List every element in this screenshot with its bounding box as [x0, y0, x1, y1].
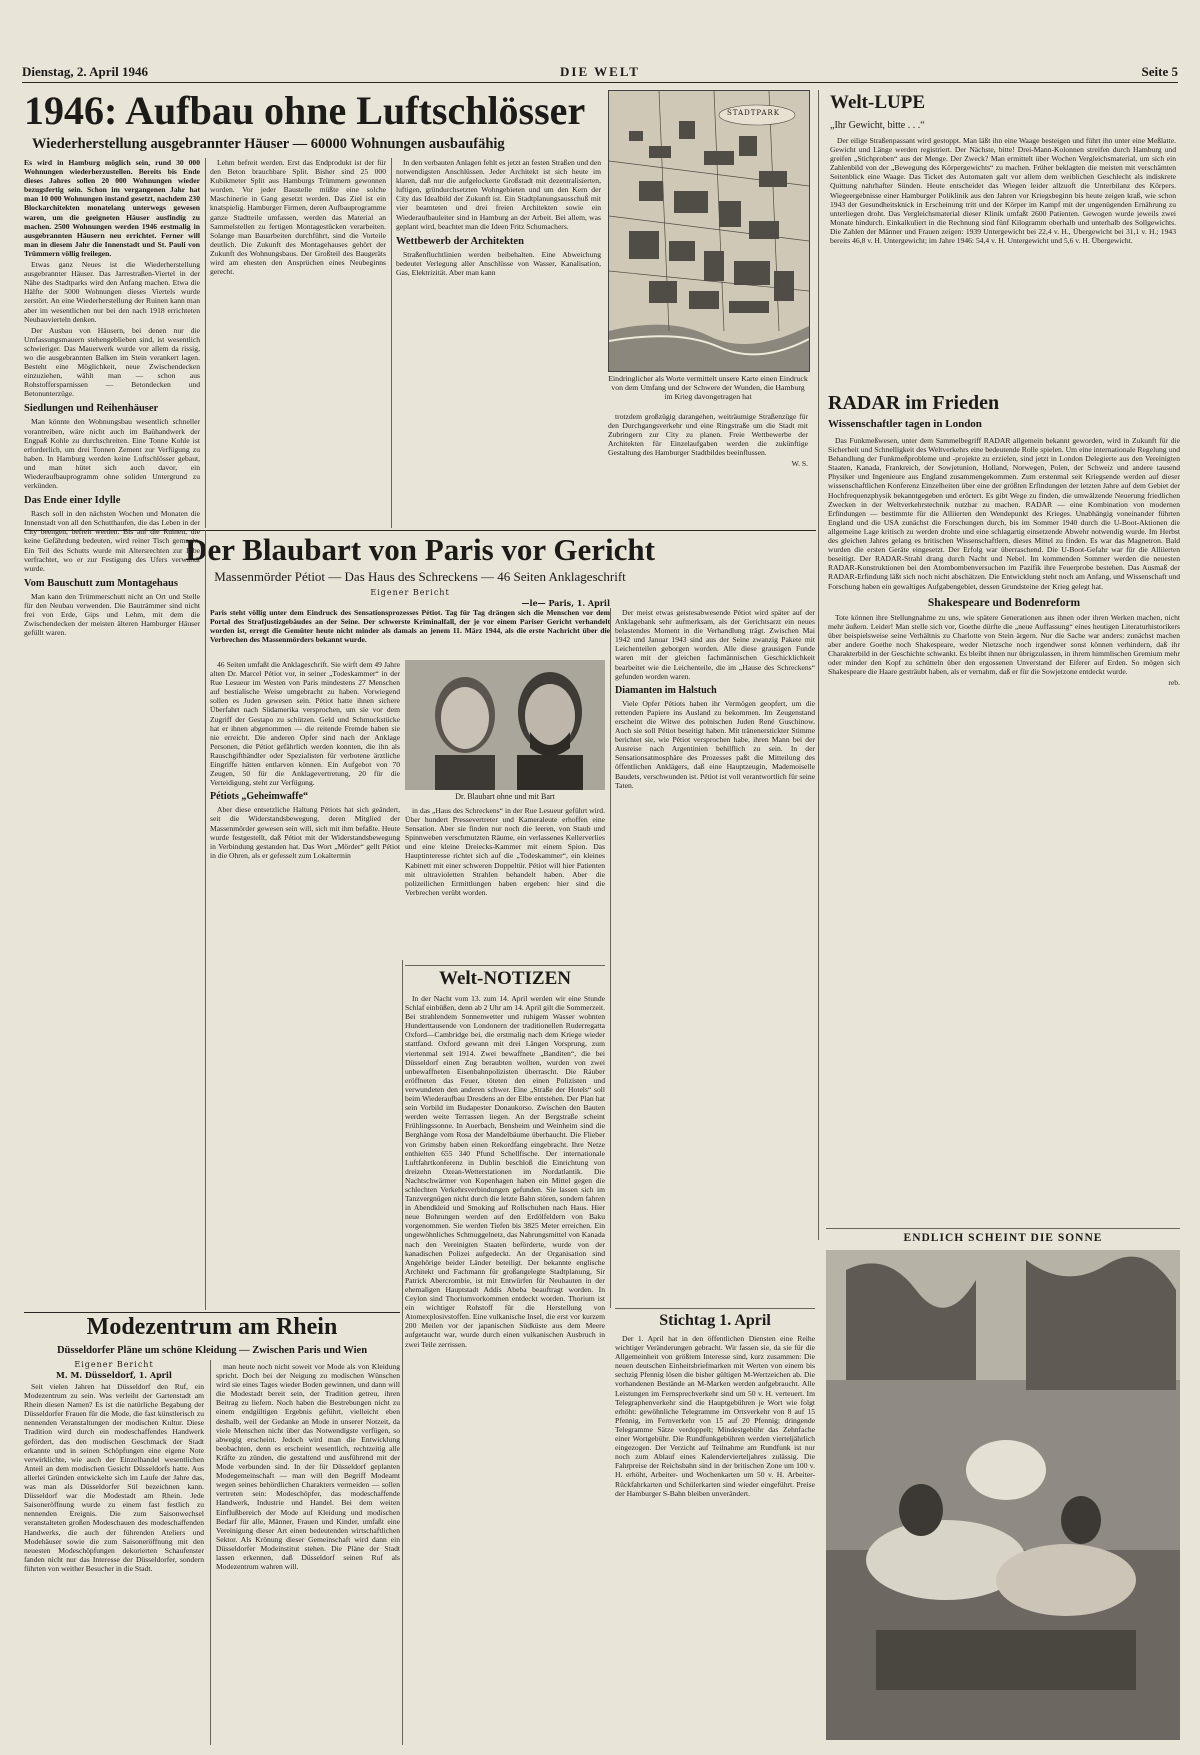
lupe-subtitle: „Ihr Gewicht, bitte . . .“: [830, 120, 925, 131]
radar-body: [828, 436, 1180, 1176]
hamburg-damage-map: [608, 90, 810, 372]
aufbau-col-1: [24, 158, 200, 1088]
page-number: Seite 5: [1141, 64, 1178, 79]
mode-byline: Eigener Bericht: [74, 1360, 154, 1369]
mode-c1: Seit vielen Jahren hat Düsseldorf den Ruf, ein Modezentrum zu sein. Was verleiht der Gartenstadt am Rhein diesen Namen? Es ist die natürliche Begabung der Düsseldorfer Frauen für die Mode, die fast künstlerisch zu nennenden Veranstaltungen der modischen Kultur. Diese Tradition wird durch ein modeschaffendes Handwerk gefördert, das den modischen Geschmack der Stadt erkannte und in seinen Schöpfungen eine eigene Note verwirklichte, wie auch der Einzelhandel wesentlichen Anteil an dem modischen Gesicht Düsseldorfs hatte. Aus allerlei Gründen entwickelte sich im Laufe der Jahre das, was man als Düsseldorfer Stil bezeichnen kann. Düsseldorf war die Modestadt am Rhein. Jede Saisoneröffnung wurde zu einem fast festlich zu nennenden Ereignis. Die zum Saisonwechsel veranstalteten großen Modeschauen des modeschaffenden Handwerks, die auch der führenden Ateliers und Modehäuser sowie die zum Saisoneröffnung mit den neuesten Modeschöpfungen dekorierten Schaufenster fanden nicht nur das Interesse der Düsseldorfer, sondern führten von weither Besucher in die Stadt.: [24, 1382, 204, 1573]
radar-headline: RADAR im Frieden: [828, 392, 1000, 414]
blaubart-headline: Der Blaubart von Paris vor Gericht: [185, 532, 655, 567]
map-caption: Eindringlicher als Worte vermittelt unsere Karte einen Eindruck von dem Umfang und der Schwere der Wunden, die Hamburg im Krieg davongetragen hat: [608, 374, 808, 401]
aufbau-p5: Man kann den Trümmerschutt nicht an Ort und Stelle für den Neubau verwenden. Die Bauträmmer sind nicht frei von Erde, Gips und Lehm, mit dem die Zwischendecken der meisten älteren Hamburger Häuser gefüllt waren.: [24, 591, 200, 638]
mode-subhead: Düsseldorfer Pläne um schöne Kleidung — Zwischen Paris und Wien: [56, 1345, 368, 1356]
blaubart-col-3: [615, 608, 815, 1303]
blaubart-col-2: [405, 806, 605, 960]
aufbau-sub-wettbewerb: Wettbewerb der Architekten: [396, 235, 524, 247]
stichtag-body: [615, 1334, 815, 1744]
mode-col-1: [24, 1382, 204, 1744]
aufbau-col-2: [210, 158, 386, 528]
petiot-photo-drawing: [405, 660, 605, 790]
aufbau-p2: Der Ausbau von Häusern, bei denen nur die Umfassungsmauern stehengeblieben sind, ist wesentlich schwieriger. Das Mauerwerk wurde vor allem da rissig, wo die ausgebrannten Balken im Stein verankert lagen. Besteht eine Möglichkeit, neue Zwischendecken einzuziehen, wählt man — schon aus Rohstoffersparnissen — Betondecken und Betonunterzüge.: [24, 325, 200, 399]
aufbau-p4: Rasch soll in den nächsten Wochen und Monaten die Innenstadt von all den Schutthaufen, die das Leben in der City beengen, befreit werden. Bis auf die Ruinen, die keine Gefährdung bedeuten, wird reiner Tisch gemacht. Ein Teil des Schutts wurde mit Altersrechten zur Elbe verfrachtet, wo er zur Festigung des Ufers verwandt wurde.: [24, 509, 200, 573]
radar-subhead: Wissenschaftler tagen in London: [828, 418, 982, 430]
sunshine-photo-drawing: [826, 1250, 1180, 1740]
mode-col-2: [216, 1362, 400, 1744]
blaubart-byline: Eigener Bericht: [370, 588, 450, 597]
aufbau-sub-montagehaus: Vom Bauschutt zum Montagehaus: [24, 577, 178, 589]
map-drawing: [609, 91, 809, 371]
page-header: [22, 62, 1178, 83]
aufbau-p1: Etwas ganz Neues ist die Wiederherstellung ausgebrannter Häuser. Das Jarrestraßen-Viertel in der Nähe des Stadtparks wird den Anfang machen. Etwa die Hälfte der 5000 Wohnungen dieses Viertels wurde zerstört. An eine Wiederherstellung der Ruinen kann man aber im wesentlichen nur bei den nach 1918 errichteten Neubauvierteln denken.: [24, 260, 200, 324]
sunshine-photo: [826, 1250, 1180, 1740]
petiot-photo-caption: Dr. Blaubart ohne und mit Bart: [455, 792, 555, 801]
aufbau-sub-idylle: Das Ende einer Idylle: [24, 495, 121, 507]
lupe-title: Welt-LUPE: [830, 92, 925, 113]
aufbau-col-3: [396, 158, 601, 528]
blaubart-lead: Paris steht völlig unter dem Eindruck des Sensationsprozesses Pétiot. Tag für Tag drängen sich die Menschen vor dem Portal des Strafjustizgebäudes an der Seine. Der schwerste Kriminalfall, der je vor einem Pariser Gericht verhandelt worden ist, erregt die Gemüter heute nicht minder als damals an jenem 11. März 1944, als die erste Nachricht über die Verbrechen des Massenmörders bekannt wurde.: [210, 608, 610, 645]
sonne-headline: ENDLICH SCHEINT DIE SONNE: [903, 1232, 1103, 1244]
shakespeare-headline: Shakespeare und Bodenreform: [927, 596, 1081, 609]
notizen-body: [405, 994, 605, 1744]
stichtag-text: Der 1. April hat in den öffentlichen Diensten eine Reihe wichtiger Veränderungen gebracht. Wir fassen sie, da sie für die Allgemeinheit von größtem Interesse sind, kurz zusammen: Die neuen deutschen Einheitsbriefmarken mit Werten von einem bis sechzig Pfennig lösen die bisher gültigen M-Wertzeichen ab. Die vorhandenen Bestände an M-Marken werden aufgebraucht. Alle Leistungen im Fernsprechverkehr sind um 50 v. H. verteuert. Im Telegraphenverkehr sind die Hauptgebühren je Wort wie folgt erhöht: gewöhnliche Telegramme im Ortsverkehr von 8 auf 15 Pfennig, im Fernverkehr von 15 auf 20 Pfennig; dringende Telegramme Sätze verdoppelt; Mindestgebühr das Zehnfache einer Wortgebühr. Die Rundfunkgebühren werden vierteljährlich eingezogen. Der Verzicht auf Teilnahme am Rundfunk ist nur noch zum Ablauf eines Kalendervierteljahres zulässig. Die Fahrpreise der Reichsbahn sind in der britischen Zone um 100 v. H. erhöht, Arbeiter- und Wochenkarten um 50 v. H. Arbeiter-Rückfahrkarten und Schülerkarten sind wieder eingeführt. Preise der Hamburger S-Bahn bleiben unverändert.: [615, 1334, 815, 1498]
stichtag-headline: Stichtag 1. April: [659, 1312, 771, 1329]
mode-headline: Modezentrum am Rhein: [86, 1314, 338, 1340]
map-followup-text: trotzdem großzügig darangehen, weiträumige Straßenzüge für den Durchgangsverkehr und eine Ringstraße um die Stadt mit Zubringern zur City zu planen. Freie Wettbewerbe der Architekten für Einzelaufgaben werden die zukünftige Gestaltung des Hamburger Stadtbildes beeinflussen.: [608, 412, 808, 458]
map-followup: [608, 412, 808, 522]
aufbau-col2-text: Lehm befreit werden. Erst das Endprodukt ist der für den Beton brauchbare Split. Bisher sind 25 000 Kubikmeter Split aus Hamburgs Trümmern gewonnen worden. Vor jeder Baustelle müßte eine solche Maschinerie in Gang gesetzt werden. Das Ziel ist ein knatspielig. Hamburger Firmen, deren Aufbauprogramme ganze Stadtteile umfassen, werden das Material an Sammelstellen zu fertigen Montagestücken verarbeiten. Solange man Bauarbeiten durchführt, sind die Vorteile deutlich. Die Zukunft des Montagehauses gehört der Zukunft des Wohnungsbaus. Der Großteil des Baugeräts wird am ehesten den Ansprüchen eines Neubeginns gerecht.: [210, 158, 386, 277]
map-label: STADTPARK: [727, 109, 781, 117]
blaubart-col-1: [210, 660, 400, 1310]
aufbau-subhead: Wiederherstellung ausgebrannter Häuser — 60000 Wohnungen ausbaufähig: [32, 136, 505, 152]
shakespeare-signature: reb.: [1168, 678, 1180, 688]
blaubart-c2: in das „Haus des Schreckens“ in der Rue Lesueur geführt wird. Über hundert Pressevertreter und Kameraleute erhoffen eine Sensation. Aber sie finden nur noch die leeren, von Staub und Spinnweben verschmutzten Räume, ein verlassenes Kellerverlies und eine kleine Dreiecks-Kammer mit einem Spion. Das Hauptinteresse richtet sich auf die „Todeskammer“, ein kleines Kabinett mit einer schweren Doppeltür. Pétiot will hier Patienten mit ultravioletten Strahlen behandelt haben. Aber die polizeilichen Ermittlungen haben ergeben: hier sind die Verbrechen verübt worden.: [405, 806, 605, 897]
lupe-text: Der eilige Straßenpassant wird gestoppt. Man läßt ihn eine Waage besteigen und führt ihn unter eine Meßlatte. Gewicht und Länge werden registriert. Der Nächste, bitte! Drei-Mann-Kolonnen streifen durch Hamburg und greifen „Stichproben“ aus der Menge. Der Zweck? Man ermittelt über Wochen Vergleichsmaterial, um sich ein Zahlenbild von der „Bewegung des Körpergewichts“ zu machen. Früher beklagten die meisten mit verschämten Seitenblick eine Waage. Das Ticket des Automaten galt vor allem dem weiblichen Geschlecht als indiskrete Quittung nahrhafter Sünden. Heute entscheidet das Wiegen leider allzuoft die Unterbilanz des Körpers. Wiegeergebnisse einer Hamburger Poliklinik aus den Jahren vor Kriegsbeginn bis heute zeigen kraß, wie schon 1943 der Gesundheitsknick in Erscheinung tritt und der Körper im Kampf mit der ungenügenden Ernährung zu unterliegen droht. Das Vergleichsmaterial dieser Klinik umfaßt 2600 Patienten. Gewogen wurde jeweils zwei Monate hindurch. Einkalkuliert in die Rechnung sind fünf Kilogramm oberhalb und unterhalb des Sollgewichts. Die Zahlen der Männer und Frauen zeigen: 1939 Untergewicht bei 22,4 v. H., Übergewicht bei 31,1 v. H.; 1943 bereits 46,8 v. H. Untergewicht; im Jahre 1946: 54,4 v. H. Untergewicht und 5,6 v. H. Übergewicht.: [830, 136, 1176, 246]
blaubart-c3b: Viele Opfer Pétiots haben ihr Vermögen geopfert, um die rettenden Papiere ins Ausland zu bekommen. Im Zeugenstand erscheint die Witwe des polnischen Juden René Guschinow. Auch sie soll Pétiot beseitigt haben. Mit tränenerstickter Stimme berichtet sie, wie Pétiot versprochen habe, ihren Mann bei der Ausreise nach Argentinien behilflich zu sein. In der Sensationsatmosphäre des Prozesses paßt die Mitteilung des öffentlichen Anklägers, daß eine Hauptzeugin, Mademoiselle Baudets, verschwunden ist. Pétiot ist voll verantwortlich für seine Taten.: [615, 698, 815, 790]
petiot-photo: [405, 660, 605, 790]
mode-c2: man heute noch nicht soweit vor Mode als von Kleidung spricht. Doch bei der Neigung zu modischen Wünschen wird sie eines Tages wieder Boden gewinnen, und dann will die Modestadt bereit sein, der Tradition getreu, ihren Beitrag zu liefern. Noch haben die Bestrebungen nicht zu einem endgültigen Ergebnis geführt, vielleicht eben deshalb, weil der Gedanke an Mode in unserer Notzeit, da viele Menschen nicht über das Notwendigste verfügen, so abwegig erscheint. Jedoch wird man die Entwicklung beobachten, denn es erscheint wesentlich, rechtzeitig alle Kräfte zu zünden, die gestaltend und ausführend mit der Mode verbunden sind. In der für Düsseldorf geplanten Modegemeinschaft — man will den Begriff Modeamt wegen seines behördlichen Charakters vermeiden — sollen vertreten sein: Modeschöpfer, das modeschaffende Handwerk, Industrie und Handel. Bei dem weiten Einflußbereich der Mode auf Kleidung und modischen Bedarf für alle, Männer, Frauen und Kinder, umfaßt eine Vereinigung dieser Art einen bedeutenden wirtschaftlichen Sektor. Als Krönung dieser Gemeinschaft wird dann ein Düsseldorfer Modeinstitut stehen. Die Pläne der Stadt lassen erkennen, daß Düsseldorf seinen Ruf als Modezentrum wahren will.: [216, 1362, 400, 1572]
radar-text: Das Funkmeßwesen, unter dem Sammelbegriff RADAR allgemein bekannt geworden, wird in Zukunft für die Sicherheit und Schnelligkeit des Weltverkehrs eine bedeutende Rolle spielen. Um eine internationale Regelung und Behandlung der Funkmeßprobleme und -projekte zu erzielen, sind jetzt in London Delegierte aus den Vereinigten Staaten, Kanada, Frankreich, der Sowjetunion, Holland, Norwegen, Polen, der Schweiz und andere tausend Physiker und Ingenieure aus England zusammengekommen. Zum erstenmal seit Kriegsende werden auf dieser wissenschaftlichen Konferenz Einzelheiten über eine der größten Erfindungen der letzten Jahre auf dem Gebiet der Hochfrequenzphysik bekanntgegeben und erörtert. Es gibt Wege zu finden, die umwälzende Neuerung friedlichen Zwecken in der Weltverkehrstechnik nutzbar zu machen. RADAR — eine Kombination von modernen Erfindungen — bestimmte für die Alliierten den Wendepunkt des Krieges. Unabhängig voneinander führten England und die USA zunächst die Forschungen durch, bis im Sommer 1940 durch die U-Boot-Aktionen die allgemeine Lage kritisch zu werden drohte und eine schlagartig einsetzende Abwehr notwendig wurde. Im Herbst des gleichen Jahres gelang es britischen Wissenschaftlern, dieses Mittel zu finden. Es war das Magnetron. Bald wurden die ersten Geräte eingesetzt. Der Erfolg war überraschend. Die U-Boot-Gefahr war für die Alliierten beseitigt. Der RADAR-Strahl drang durch Nacht und Nebel. Im kommenden Sommer werden die neuesten RADAR-Konstruktionen bei den Atombombenversuchen im Pazifik ihre Feuerprobe bestehen. Das Ausmaß der RADAR-Erfindung läßt sich noch nicht abschätzen. Die Entwicklung steht noch am Anfang, und Wissenschaft und Forschung haben ein gewaltiges Aufgabengebiet, dessen Grundsteine der Krieg gelegt hat.: [828, 436, 1180, 591]
blaubart-c1b: Aber diese entsetzliche Haltung Pétiots hat sich geändert, seit die Widerstandsbewegung, deren Mitglied der Massenmörder gewesen sein will, sich mit ihm befaßte. Heute wurde festgestellt, daß Pétiot mit der Widerstandsbewegung in Verbindung gestanden hat. Das Wort „Mörder“ gellt Pétiot in die Ohren, als er gefesselt zum Lokaltermin: [210, 805, 400, 860]
aufbau-sub-siedlungen: Siedlungen und Reihenhäuser: [24, 403, 159, 415]
notizen-text: In der Nacht vom 13. zum 14. April werden wir eine Stunde Schlaf einbüßen, denn ab 2 Uhr am 14. April gilt die Sommerzeit. Bei strahlendem Sonnenwetter und ruhigem Wasser wohnten Hunderttausende von Londonern der traditionellen Ruderregatta Oxford—Cambridge bei, die erstmalig nach dem Kriege wieder stattfand. Oxford gewann mit drei Längen Vorsprung, zum viertenmal seit 1914. Zwei bewaffnete „Banditen“, die bei Düsseldorf einen Zug beraubten wollten, wurden von zwei unbewaffneten Eisenbahnpolizisten überrascht. Die Räuber eröffneten das Feuer, töteten den einen Polizisten und verwundeten den anderen schwer. Eine „Straße der Hotels“ soll beim Wiederaufbau Dresdens an der Elbe entstehen. Der Plan hat sein Vorbild im Budapester Donaukorso. Zwischen den Bauten werden weite Terrassen liegen. An der Bergstraße scheint Frühlingssonne. In Auerbach, Bensheim und Weinheim sind die Berghänge vom Rosa der Mandelbäume überhaucht. Die Flieber von Grimsby haben einen Rekordfang eingebracht. Ihre Netze enthielten 655 340 Pfund Schellfische. Der internationale Luftfahrtkonferenz in Dublin beschloß die Einrichtung von dreizehn Ozean-Wetterstationen im Nordatlantik. Die Nachtschwärmer von Kopenhagen haben ein Mittel gegen die schlechten Verkehrsverbindungen gefunden. Sie lassen sich im Tanzvergnügen nicht durch die letzte Bahn stören, sondern fahren in Abendkleid und Smoking auf Rollschuhen nach Haus. Hier neue Bohrungen werden auf den Erdölfeldern von Baku vorgenommen. Sie werden Tiefen bis 3825 Meter erreichen. Ein ungewöhnliches Schmuggelnetz, das Nahrungsmittel von Kanada nach den Vereinigten Staaten beförderte, wurde von der kanadischen Polizei aufgedeckt. An der Organisation sind Angehörige beider Länder beteiligt. Der bekannte englische Architekt und Fachmann für großangelegte Stadtplanung, Sir Patrick Abercrombie, ist mit Entwürfen für Neubauten in der ehemaligen Hauptstadt Addis Abeba beauftragt worden. In Ceylon sind Thoriumvorkommen entdeckt worden. Thorium ist ein wichtiger Rohstoff für die Herstellung von Atomexplosivstoffen. Eine vulkanische Insel, die erst vor kurzem 200 Meilen vor der japanischen Südküste aus dem Meere aufgetaucht war, wurde durch einen vulkanischen Ausbruch in zwei Teile zerrissen.: [405, 994, 605, 1349]
masthead: DIE WELT: [560, 64, 640, 79]
blaubart-dateline: —le— Paris, 1. April: [521, 598, 610, 608]
blaubart-c1: 46 Seiten umfaßt die Anklageschrift. Sie wirft dem 49 Jahre alten Dr. Marcel Pétiot vor, in seiner „Todeskammer“ in der Rue Lesueur im Westen von Paris mindestens 27 Menschen auf bestialische Weise umgebracht zu haben. Vorwiegend sollen es Juden gewesen sein. Pétiot hatte ihnen sichere Überfahrt nach Südamerika versprochen, um sie vor dem Zugriff der Gestapo zu schützen. Geld und Schmuckstücke hat er ihnen abgenommen — die reitende Fremde haben sie nie erreicht. Die anderen Opfer sind nach der Anklage Personen, die Pétiot gefährlich werden konnten, die ihn als Rauschgifthändler oder Spezialisten für verbotene ärztliche Eingriffe hätten entlarven können. Ein Aufgebot von 70 Zeugen, 50 für die Anklagevertretung, 20 für die Verteidigung, steht zur Verfügung.: [210, 660, 400, 788]
blaubart-c3: Der meist etwas geistesabwesende Pétiot wird später auf der Anklagebank sehr aufmerksam, als der Gerichtsarzt ein neues belastendes Moment in die Verhandlung trägt. Zwischen Mai 1942 und Januar 1943 sind aus der Seine zwanzig Pakete mit Leichenteilen geborgen worden. Alle diese grausigen Funde waren mit der gleichen fachmännischen Geschicklichkeit bearbeitet wie die Leichenteile, die im „Hause des Schreckens“ gefunden worden waren.: [615, 608, 815, 681]
aufbau-p3: Man könnte den Wohnungsbau wesentlich schneller vorantreiben, wäre nicht auch im Baühandwerk der Engpaß Kohle zu durchschreiten. Eine Tonne Kohle ist erforderlich, um drei Tonnen Zement zur Verfügung zu haben. In Hamburg werden keine Luftschlösser gebaut, und man hütet sich auch davor, ein Wiederaufbauprogramm ohne soliden Untergrund zu verkünden.: [24, 417, 200, 491]
aufbau-col3b-text: Straßenfluchtlinien werden beibehalten. Eine Abweichung bedeutet Verlegung aller Anschlüsse von Wasser, Kanalisation, Gas, Elektrizität. Aber man kann: [396, 249, 601, 277]
blaubart-lead-box: [210, 608, 610, 658]
aufbau-headline: 1946: Aufbau ohne Luftschlösser: [24, 88, 586, 133]
map-signature: W. S.: [791, 459, 808, 469]
shakespeare-text: Tote können ihre Stellungnahme zu uns, wie spätere Generationen aus ihnen oder ihren Werken machen, nicht mehr äußern. Leider! Man stelle sich vor, Goethe dürfte die „neue Auffassung“ eines heutigen Literaturhistorikers über beispielsweise seine Verhältnis zu Charlotte von Stein ärgern. Nur die Sache war anders: zunächst machen aber andere Goethe noch Shakespeare, weder Nietzsche noch irgendwer sonst können verhindern, daß ihr Charakterbild in der Geschichte schwankt. Es bleibt ihnen nur übrigzulassen, in ihrem himmlischen Gremium mehr oder minder den Kopf zu schütteln über den ergossenen Unverstand der Eiferer auf Erden. So mögen sich Shakespeare die Haare gesträubt haben, als er vernahm, daß er für die Sowjetzone entdeckt wurde.: [828, 612, 1180, 677]
blaubart-sub-geheimwaffe: Pétiots „Geheimwaffe“: [210, 791, 309, 803]
blaubart-sub-diamanten: Diamanten im Halstuch: [615, 684, 717, 696]
mode-dateline: M. M. Düsseldorf, 1. April: [56, 1370, 172, 1380]
notizen-title: Welt-NOTIZEN: [439, 968, 571, 989]
aufbau-col3-text: In den verbauten Anlagen fehlt es jetzt an festen Straßen und den notwendigsten Anschlüssen. Jeder Architekt ist sich heute im klaren, daß nur die aufgelockerte Großstadt mit dezentralisierten, luftigen, gründurchsetzten Wohngebieten und um den Kern der City das Idealbild der Zukunft ist. Ein Stadtplanungsausschuß mit vier beamteten und drei freien Architekten sowie ein Wiederaufbauleiter sind in Hamburg an der Arbeit. Bei allem, was geplant wird, beachtet man die Ideen Fritz Schumachers.: [396, 158, 601, 231]
issue-date: Dienstag, 2. April 1946: [22, 64, 149, 79]
blaubart-subhead: Massenmörder Pétiot — Das Haus des Schreckens — 46 Seiten Anklageschrift: [214, 569, 626, 584]
aufbau-lead: Es wird in Hamburg möglich sein, rund 30 000 Wohnungen wiederherzustellen. Bereits bis Ende dieses Jahres sollen 20 000 Wohnungen wieder bezugsfertig sein. Schon im vergangenen Jahr hat man 10 000 Wohnungen instand gesetzt, nachdem 230 Blockarchitekten monatelang unterwegs gewesen waren, um die geeigneten Häuser ausfindig zu machen. 2500 Wohnungen werden 1946 erstmalig in ausgebrannten Häusern neu errichtet. Ferner will man in diesem Jahr die Innenstadt und St. Pauli von Trümmern völlig freilegen.: [24, 158, 200, 258]
